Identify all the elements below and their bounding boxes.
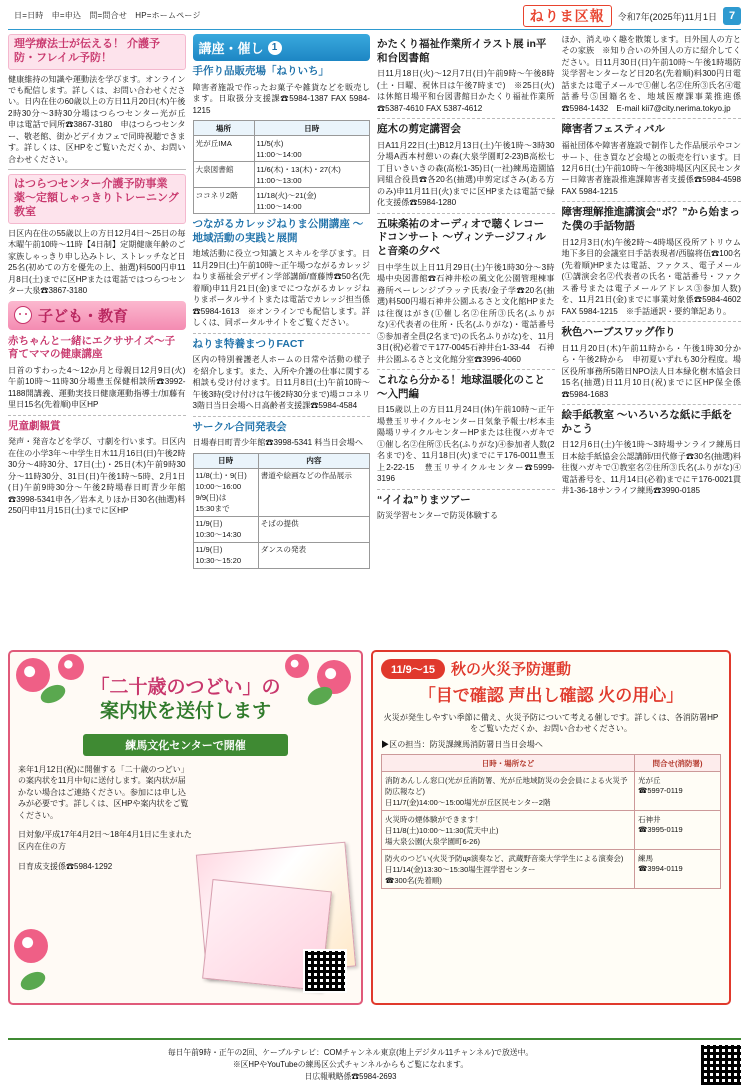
campaign-date-badge: 11/9～15 (381, 659, 445, 679)
camellia-flower-icon (285, 654, 309, 678)
table-row (193, 516, 370, 542)
promo-fire-header (381, 658, 721, 679)
table-cell: 11/8(土)・9(日) 10:00～16:00 9/9(日)は 15:30まで (193, 468, 258, 516)
table-header-cell: 内容 (258, 453, 369, 468)
article-title-sign-language-lecture: 障害理解推進講演会“ボ？”から始まった僕の手話物語 (561, 206, 740, 233)
footer (8, 1038, 741, 1085)
table-row (193, 542, 370, 568)
table-row (193, 162, 370, 188)
divider (377, 369, 555, 370)
column-3 (377, 34, 555, 644)
article-body-warming: 日15歳以上の方日11月24日(休)午前10時～正午場豊玉リサイクルセンター日気象予報士/杉本圭陽場リサイクルセンターHPまたは往復ハガキで①催し名②住所③氏名(ふりがな)④参加者人数(2名まで)を、11月18日(火)までに〒176-0011豊玉上2-22-15 豊玉リサイクルセンター☎5999-3196 (377, 405, 555, 484)
table-cell: 練馬 ☎3994-0119 (635, 850, 721, 889)
divider (377, 118, 555, 119)
article-body-sign-language-lecture: 日12月3日(水)午後2時～4時場区役所アトリウム地下多目的会議室日手話表現者/西脇将伍☎100名(先着順)HPまたは電話、ファクス、電子メール(①講演会名②代表者の氏名・電話番号・ファクス番号または電子メールアドレス③参加人数)を、11月21日(金)までに事業対象係☎5984-4602 FAX 5984-1215 ※手話通訳・要約筆記あり。 (561, 237, 741, 316)
table-header-cell: 問合せ(消防署) (635, 755, 721, 772)
campaign-title: 秋の火災予防運動 (451, 661, 572, 678)
campaign-lead: 火災が発生しやすい季節に備え、火災予防について考える催しです。詳しくは、各消防署HPをご覧いただくか、お問い合わせください。 (383, 713, 719, 734)
promo-body: 来年1月12日(祝)に開催する「二十歳のつどい」の案内状を11月中旬に送付します。案内状が届かない場合はご連絡ください。参加には申し込みが必要です。詳しくは、区HPや案内状をご覧ください。 (18, 764, 189, 820)
article-body-iine-tour-cont: ほか、消えゆく趣を散策します。日外国人の方とその家族 ※知り合いの外国人の方に紹介してください。日11月30日(日)午前10時～午後1時場防災学習センターなど日20名(先着順)料300円日電話または電子メールで①催し名②住所③氏名④電話番号⑤国籍名を、地域医療課事業推進係☎5984-1432 E-mail kii7@city.nerima.tokyo.jp (561, 35, 741, 113)
article-title-pruning: 庭木の剪定講習会 (377, 123, 461, 136)
footer-line-1: 毎日午前9時・正午の2回、ケーブルテレビ：COMチャンネル東京(地上デジタル11チャンネル)で放送中。 (167, 1048, 534, 1058)
table-cell: 消防あんしん窓口(光が丘消防署、光が丘地域防災の会会員による火災予防広報など) 日11/7(金)14:00～15:00場光が丘区民センター2階 (382, 772, 635, 811)
section-banner-children-label: 子ども・教育 (38, 307, 129, 325)
article-title-neriichi: 手作り品販売場「ねりいち」 (192, 65, 329, 77)
article-title-kids-theater: 児童劇観賞 (8, 419, 61, 432)
divider (193, 333, 371, 334)
header-divider (8, 29, 741, 30)
table-neriichi-schedule (193, 120, 371, 214)
promo-title-line2: 案内状を送付します (99, 700, 271, 722)
table-cell: 大泉図書館 (193, 162, 254, 188)
table-cell: 11/18(火)～21(金) 11:00～14:00 (254, 188, 369, 214)
camellia-flower-icon (16, 658, 50, 692)
article-body-baby-exercise: 日首のすわった4～12か月と母親日12月9日(火)午前10時～11時30分場豊玉保健相談所☎3992-1188開講義、運動実技日健康運動指導士/加藤有里日15名(先着順)申区HP (8, 365, 186, 410)
column-2 (193, 34, 371, 644)
table-cell: 火災時の煙体験ができます！ 日11/8(土)10:00～11:30(荒天中止) 場大泉公園(大泉学園町6-26) (382, 811, 635, 850)
article-body-pruning: 日A11月22日(土)B12月13日(土)午後1時～3時30分場A西本村憩いの森(大泉学園町2-23)B高松七丁目いきいきの森(高松1-35)日(一社)練馬造園協同組合役員☎各20名(抽選)申剪定ばさみ(ある方のみ)申11月11日(火)までに区HPまたは電話で緑化支援係☎5984-1280 (377, 140, 555, 208)
table-row (193, 136, 370, 162)
column-4 (562, 34, 742, 644)
promo-title-line1: 「二十歳のつどい」の (90, 677, 281, 698)
article-title-record-concert: 五味楽祐のオーディオで聴くレコードコンサート ～ヴィンテージフィルと音楽の夕べ (377, 217, 546, 258)
table-cell: ココネリ2階 (193, 188, 254, 214)
camellia-flower-icon (58, 654, 84, 680)
table-cell: 11/9(日) 10:30～14:30 (193, 516, 258, 542)
divider (8, 415, 186, 416)
article-title-rehab: 理学療法士が伝える！ 介護予防・フレイル予防！ (8, 34, 186, 70)
footer-qr-code[interactable] (701, 1045, 741, 1085)
article-title-circle-show: サークル合同発表会 (192, 420, 287, 433)
table-cell: 光が丘 ☎5997-0119 (635, 772, 721, 811)
table-circle-schedule (193, 453, 371, 569)
table-row (382, 772, 721, 811)
promo-venue-label: 練馬文化センターで開催 (83, 734, 288, 756)
table-cell: 防火のつどい(火災予防ця演奏など、武蔵野音楽大学学生による演奏会) 日11/14(金)13:30～15:30場生涯学習センター ☎300名(先着順) (382, 850, 635, 889)
article-title-hatsuratsu: はつらつセンター介護予防事業 薬～定額しゃっきりトレーニング教室 (8, 174, 186, 223)
table-cell: 11/5(水) 11:00～14:00 (254, 136, 369, 162)
article-body-hatsuratsu: 日区内在住の55歳以上の方日12月4日～25日の毎木曜午前10時～11時【4日制】定期健康年齢のご家族しゃっきり申し込みトレ、ストレッチなど日25名(初めての方を優先の上、抽選)料500円申11月8日(土)までに区HPまたは電話ではつらつセンター大泉☎3867-3180 (8, 228, 186, 296)
article-body-kids-theater: 発声・発音などを学び、寸劇を行います。日区内在住の小学3年～中学生日木11月16日(日)午後2時30分～4時30分、17日(土)・25日(木)午前9時30分～11時30分、31日(日)午後1時～5時、2月1日(日)午前9時30分～午後2時場春日町青少年館☎3998-5341申各／岩本えりほか日30名(抽選)料250円申11月15日(土)までに区HP (8, 437, 186, 516)
divider (562, 321, 742, 322)
table-header-cell: 日時・場所など (382, 755, 635, 772)
table-row (382, 811, 721, 850)
section-banner-events-label: 講座・催し (198, 41, 264, 56)
leaf-icon (18, 968, 48, 993)
article-title-warming: これなら分かる！地球温暖化のこと～入門編 (377, 374, 545, 400)
article-title-college-lecture: つながるカレッジねりま公開講座 ～地域活動の実践と展開 (192, 218, 364, 244)
section-banner-children (8, 301, 186, 330)
article-body-college-lecture: 地域活動に役立つ知識とスキルを学びます。日11月29日(土)午前10時～正午場つながるカレッジねりま福祉会デザイン学部講師/齋藤博☎50名(先着順)申11月21日(金)までにつながるカレッジねりまポータルサイトまたは電話でカレッジ担当係☎5984-1613 ※オンラインでも配信します。詳しくは、同ポータルサイトをご覧ください。 (192, 249, 370, 328)
article-body-picture-letter: 日12月6日(土)午後1時～3時場サンライフ練馬日日本絵手紙協会公認講師/田代修子☎30名(抽選)料往復ハガキで①教室名②住所③氏名(ふりがな)④電話番号を、11月14日(必着)までに〒176-0021貫井1-36-18サンライフ練馬☎3990-0185 (561, 440, 741, 496)
table-cell: 光が丘IMA (193, 136, 254, 162)
column-1 (8, 34, 194, 644)
article-body-neriichi: 障害者施設で作ったお菓子や雑貨などを販売します。日取扱分支援課☎5984-1387 FAX 5984-1215 (192, 82, 370, 115)
table-cell: ダンスの発表 (258, 542, 369, 568)
table-header-cell: 日時 (193, 453, 258, 468)
table-cell: 11/9(日) 10:30～15:20 (193, 542, 258, 568)
divider (8, 169, 186, 170)
promo-note: 日対象/平成17年4月2日～18年4月1日に生まれた区内在住の方 (18, 830, 192, 852)
footer-line-2: ※区HPやYouTubeの練馬区公式チャンネルからもご覧になれます。 (232, 1060, 469, 1070)
content-columns (8, 34, 741, 644)
table-row (193, 188, 370, 214)
article-body-herb-swag: 日11月20日(木)午前11時から・午後1時30分から・午後2時から 申初夏いずれも30分程度。場区役所事務所5階日NPO法人日本緑化樹木協会日15名(抽選)日11月10日(祝)までに区HP保全係☎5984-1683 (561, 343, 741, 399)
divider (562, 201, 742, 202)
divider (193, 416, 371, 417)
table-header-cell: 場所 (193, 121, 254, 136)
section-banner-events (193, 34, 371, 61)
footer-text (8, 1047, 693, 1082)
child-face-icon (14, 306, 32, 324)
table-header-cell: 日時 (254, 121, 369, 136)
table-cell: 11/6(木)・13(木)・27(木) 11:00～13:00 (254, 162, 369, 188)
article-title-picture-letter: 絵手紙教室 ～いろいろな紙に手紙をかこう (561, 409, 733, 435)
article-title-disability-festival: 障害者フェスティバル (561, 123, 665, 136)
table-cell: そばの提供 (258, 516, 369, 542)
article-title-baby-exercise: 赤ちゃんと一緒にエクササイズ～子育てママの健康講座 (8, 334, 176, 361)
camellia-flower-icon (14, 929, 48, 963)
table-row (382, 850, 721, 889)
article-body-circle-show: 日場春日町青少年館☎3998-5341 料当日会場へ (192, 438, 363, 448)
campaign-slogan: 「目で確認 声出し確認 火の用心」 (418, 686, 684, 705)
promo-coming-of-age (8, 650, 363, 1005)
footer-line-3: 日広報戦略係☎5984-2693 (304, 1071, 397, 1081)
article-body-rehab: 健康維持の知識や運動法を学びます。オンラインでも配信します。詳しくは、お問い合わせください。日内在住の60歳以上の方日11月20日(木)午後2時30分～3時30分場はつらつセンター光が丘 申は電話で同所☎3867-3180 申はつらつセンター、敬老館、街かどデイカフェで同時視聴できます。詳しくは、区HPをご覧いただくか、お問い合わせください。 (8, 74, 194, 164)
table-cell: 石神井 ☎3995-0119 (635, 811, 721, 850)
bottom-promos (8, 650, 741, 1005)
article-title-herb-swag: 秋色ハーブスワッグ作り (561, 326, 676, 339)
promo-contact: 日育成支援係☎5984-1292 (18, 861, 113, 871)
article-body-record-concert: 日中学生以上日11月29日(土)午後1時30分～3時場中央図書館☎石神井松の風文化公園管理棟事務所ペーレンジプラッテ氏表/金子学☎20名(抽選)料500円場石神井公園ふるさと文化館HPまたは往復はがき(①催し名②住所③氏名(ふりがな)④代表者の住所・氏名(ふりがな)・電話番号⑤参加者全員(2名まで)の氏名ふりがな)を、11月3日(祝)必着で〒177-0045石神井台1-33-44 石神井公園ふるさと文化館分室☎3996-4060 (377, 262, 555, 364)
article-body-iine-tour: 防災学習センターで防災体験する (377, 511, 499, 521)
table-row (193, 468, 370, 516)
publication-title: ねりま区報 (523, 5, 612, 27)
promo-fire-prevention (371, 650, 731, 1005)
divider (377, 489, 555, 490)
divider (562, 404, 742, 405)
article-body-tokuyou-fact: 区内の特別養護老人ホームの日常や活動の様子を紹介します。また、入所や介護の仕事に関する相談も受け付けます。日11月8日(土)午前10時～午後3時(受け付けは午後2時30分まで)場ココネリ3階日当日会場へ日高齢者支援課☎5984-4584 (192, 355, 370, 411)
article-title-katakuri: かたくり福祉作業所イラスト展 in平和台図書館 (377, 38, 547, 64)
publication-date: 令和7年(2025年)11月1日 (617, 11, 717, 22)
article-title-iine-tour: “イイね”りまツアー (377, 493, 471, 506)
article-body-katakuri: 日11月18日(火)～12月7日(日)午前9時～午後8時(土・日曜、祝休日は午後7時まで) ※25日(火)は休館日場平和台図書館日かたくり福祉作業所☎5387-4610 FAX 5387-4612 (377, 69, 555, 113)
table-cell: 書道や絵画などの作品展示 (258, 468, 369, 516)
article-title-tokuyou-fact: ねりま特養まつりFACT (192, 337, 304, 350)
article-body-disability-festival: 福祉団体や障害者施設で制作した作品展示やコンサート、住き買など会場との販売を行います。日12月6日(土)午前10時～午後3時場区内区民センター日障害者施設推進課障害者支援係☎5984-4598 FAX 5984-1215 (561, 141, 741, 196)
table-fire-events (381, 754, 721, 889)
divider (562, 118, 742, 119)
section-number-badge: 1 (268, 41, 282, 55)
page-number: 7 (723, 7, 741, 25)
legend-text: 日=日時 申=申込 問=問合せ HP=ホームページ (14, 11, 201, 20)
campaign-note: ▶区の担当：防災課練馬消防署日当日会場へ (381, 739, 543, 749)
qr-code[interactable] (303, 949, 347, 993)
divider (377, 213, 555, 214)
